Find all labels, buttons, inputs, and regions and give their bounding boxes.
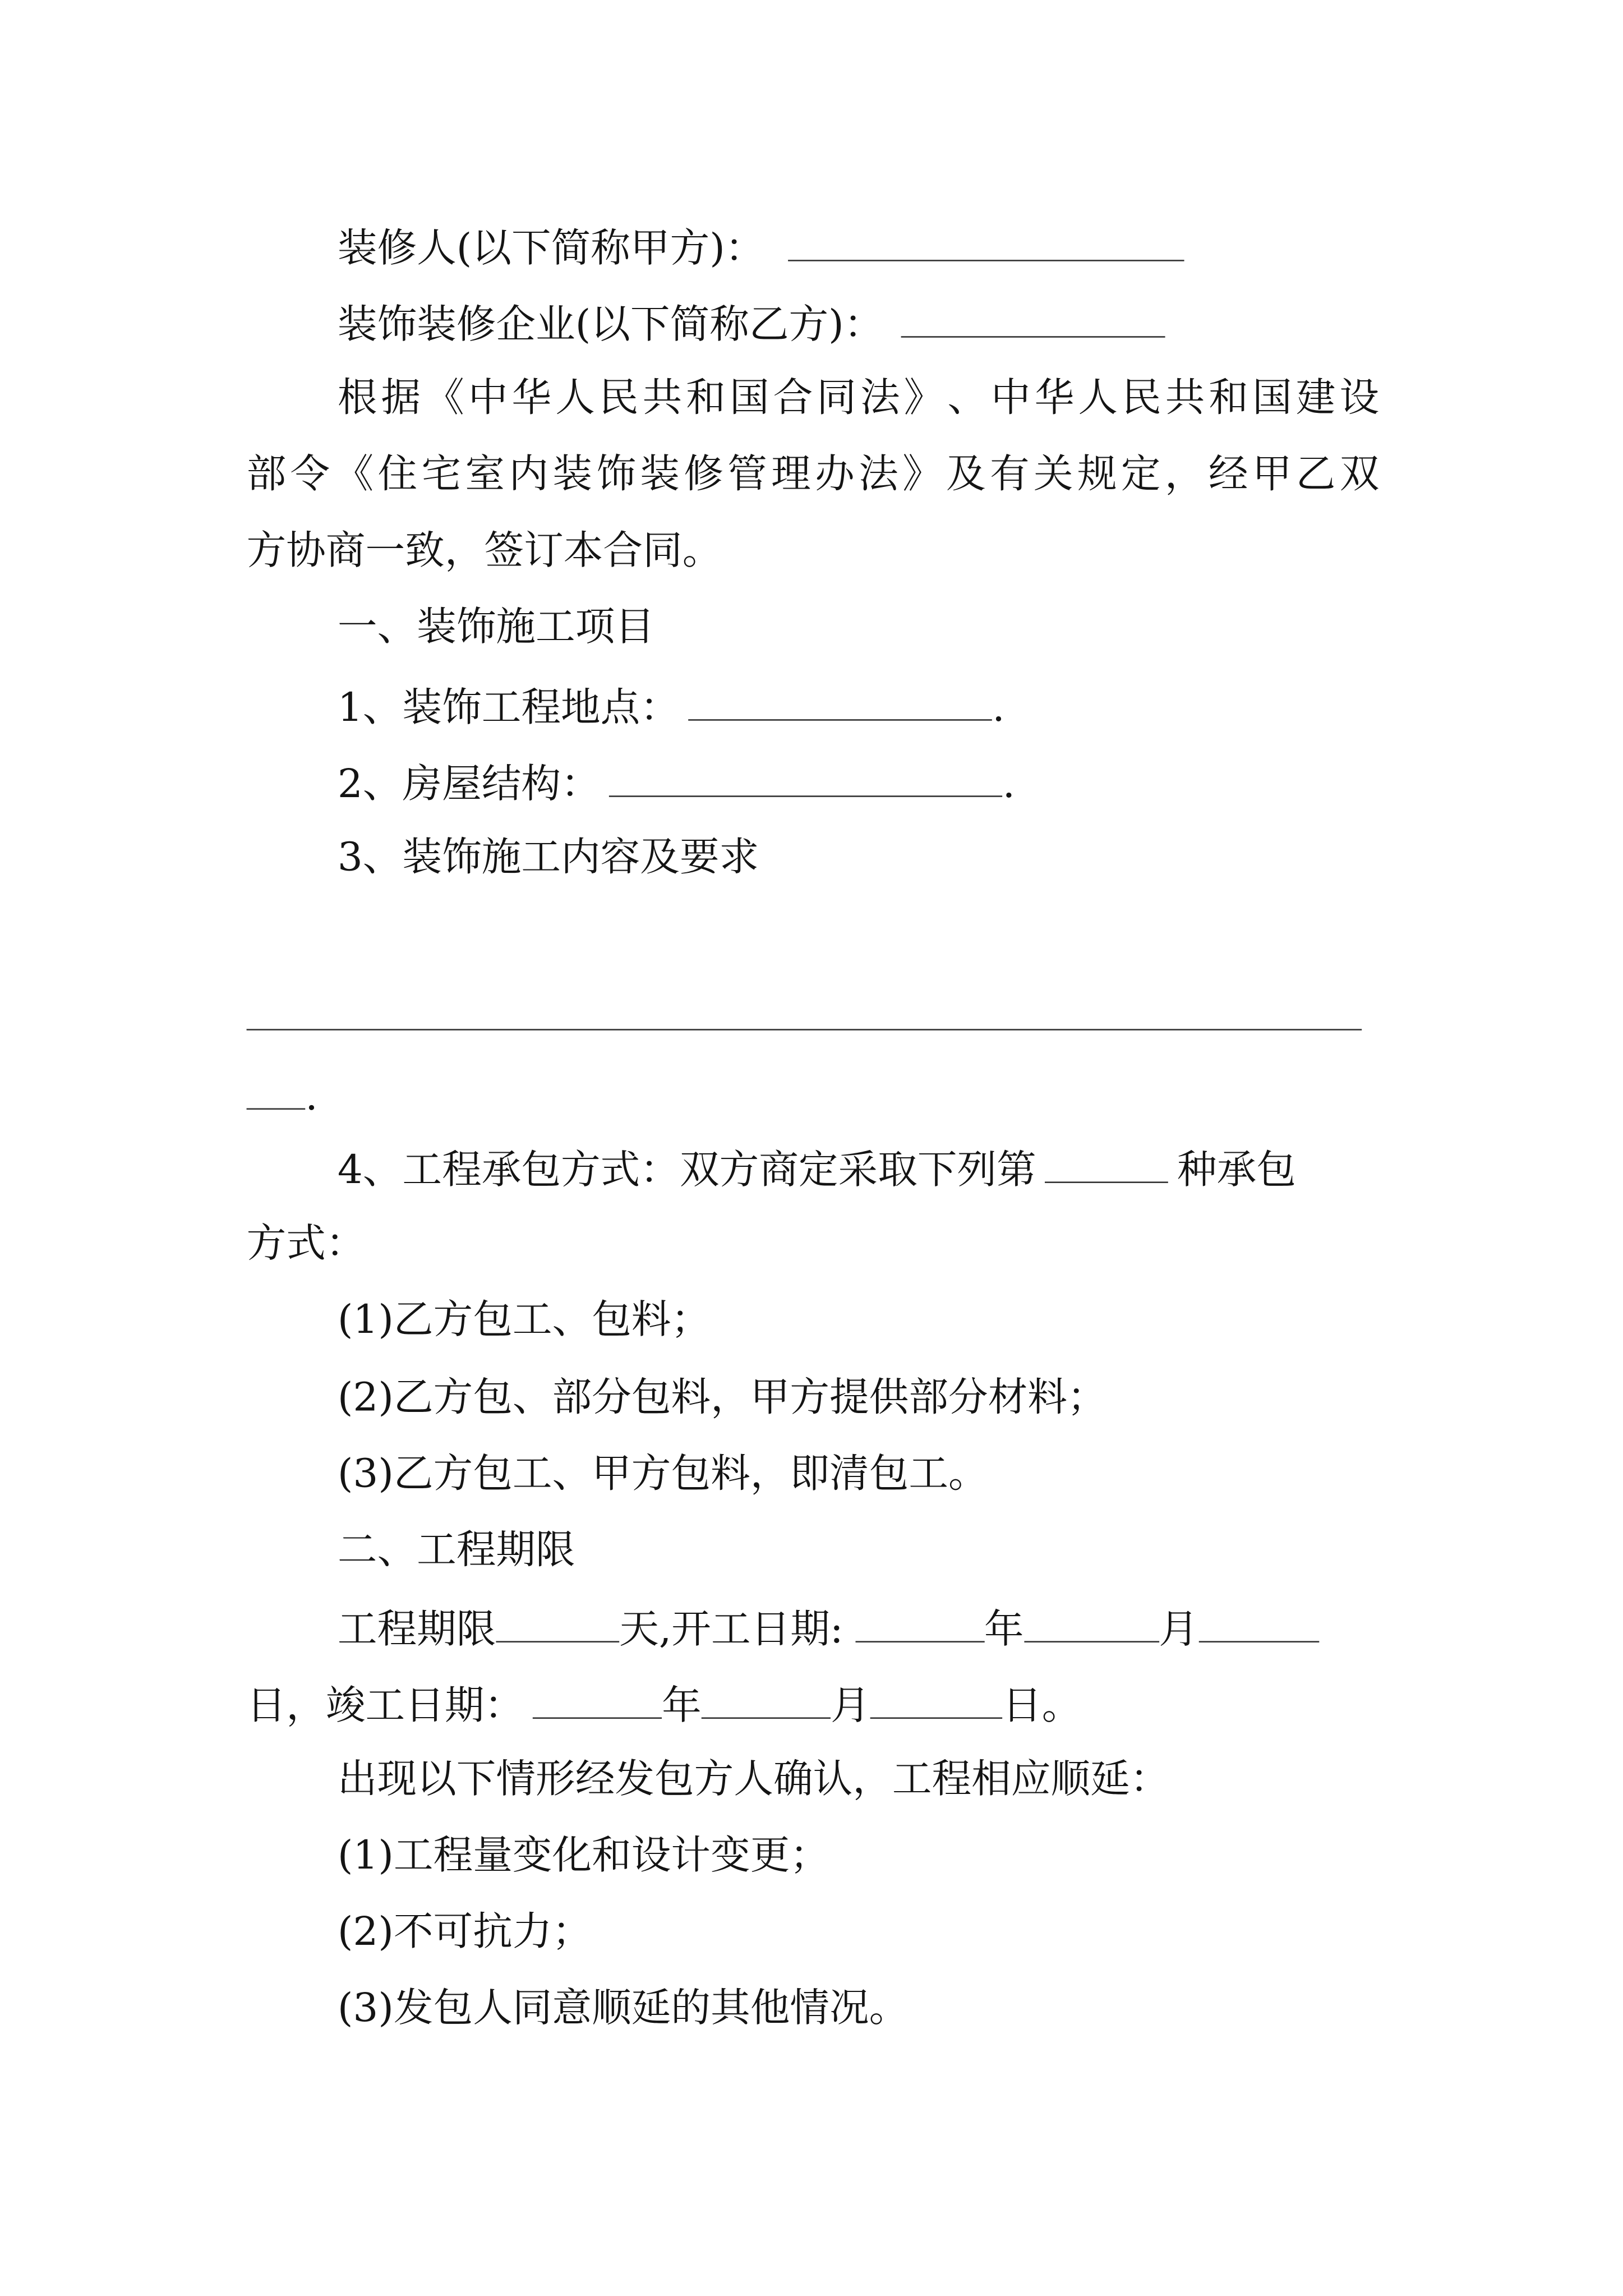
preamble-char: 乙 <box>1295 452 1336 498</box>
preamble-char: 人 <box>1078 375 1118 421</box>
owner-line <box>338 223 1184 273</box>
preamble-char: 和 <box>686 375 726 421</box>
preamble-char: 合 <box>773 375 813 421</box>
preamble-char: 据 <box>381 375 421 421</box>
end-day-blank[interactable] <box>870 1681 1002 1719</box>
preamble-char: 华 <box>511 375 552 421</box>
preamble-char: 》 <box>903 375 944 421</box>
end-day-label: 日。 <box>1002 1683 1082 1729</box>
item-3-label: 3、装饰施工内容及要求 <box>337 835 759 881</box>
preamble-char: 有 <box>990 452 1030 498</box>
preamble-char: 建 <box>1295 375 1336 421</box>
extension-condition-3: (3)发包人同意顺延的其他情况。 <box>337 1986 909 2032</box>
preamble-char: 办 <box>815 452 855 498</box>
preamble-char: 中 <box>991 375 1031 421</box>
start-day-completion-label: 日，竣工日期： <box>246 1683 524 1729</box>
period-prefix: 工程期限 <box>337 1607 496 1653</box>
preamble-char: 定 <box>1121 452 1161 498</box>
preamble-char: 内 <box>509 452 549 498</box>
company-blank[interactable] <box>901 300 1165 338</box>
preamble-char: 及 <box>946 452 986 498</box>
preamble-char: 》 <box>902 452 942 498</box>
preamble-char: 装 <box>552 452 593 498</box>
preamble-char: 规 <box>1077 452 1117 498</box>
company-label: 装饰装修企业(以下简称乙方)： <box>337 302 884 348</box>
work-content-tail <box>247 1071 318 1121</box>
preamble-char: 中 <box>468 375 508 421</box>
item-4-line <box>338 1145 1296 1195</box>
item-4-suffix: 种承包 <box>1177 1148 1296 1194</box>
preamble-char: 《 <box>425 375 464 421</box>
preamble-char: 双 <box>1339 452 1380 498</box>
end-year-label: 年 <box>662 1683 702 1729</box>
item-2-label: 2、房屋结构： <box>337 762 601 808</box>
period-line-2 <box>247 1681 1082 1731</box>
preamble-char: 甲 <box>1252 452 1292 498</box>
extension-intro: 出现以下情形经发包方人确认，工程相应顺延： <box>337 1757 1170 1803</box>
method-option-3: (3)乙方包工、甲方包料，即清包工。 <box>337 1451 988 1497</box>
preamble-char: 理 <box>771 452 811 498</box>
owner-label: 装修人(以下简称甲方)： <box>337 226 765 272</box>
preamble-char: 华 <box>1034 375 1075 421</box>
method-option-1: (1)乙方包工、包料； <box>337 1297 711 1343</box>
item-4-line-2: 方式： <box>246 1221 366 1267</box>
preamble-char: 人 <box>555 375 595 421</box>
preamble-line-2 <box>247 452 1380 499</box>
preamble-char: 饰 <box>596 452 636 498</box>
start-year-blank[interactable] <box>855 1604 984 1642</box>
project-location-blank[interactable] <box>689 683 993 721</box>
period-line-1 <box>338 1604 1319 1654</box>
preamble-char: 关 <box>1033 452 1073 498</box>
item-2-period: . <box>1002 762 1016 808</box>
preamble-char: 住 <box>377 452 418 498</box>
item-1-line <box>338 683 1005 733</box>
preamble-char: 同 <box>817 375 856 421</box>
contract-method-blank[interactable] <box>1045 1145 1169 1183</box>
preamble-line-1 <box>338 376 1380 423</box>
preamble-char: 国 <box>729 375 769 421</box>
preamble-char: 令 <box>290 452 330 498</box>
preamble-char: 共 <box>1165 375 1205 421</box>
preamble-char: 根 <box>337 375 377 421</box>
preamble-char: 民 <box>598 375 639 421</box>
item-1-period: . <box>992 685 1005 731</box>
section-1-heading: 一、装饰施工项目 <box>337 605 655 651</box>
item-2-line <box>338 759 1015 809</box>
start-month-label: 月 <box>1159 1607 1198 1653</box>
end-month-label: 月 <box>830 1683 870 1729</box>
preamble-char: 宅 <box>421 452 462 498</box>
start-year-label: 年 <box>984 1607 1024 1653</box>
preamble-char: 室 <box>465 452 505 498</box>
preamble-char: 法 <box>859 452 898 498</box>
preamble-char: 经 <box>1208 452 1248 498</box>
preamble-char: 和 <box>1209 375 1249 421</box>
method-option-2: (2)乙方包、部分包料，甲方提供部分材料； <box>337 1375 1107 1421</box>
preamble-char: 管 <box>727 452 767 498</box>
item-4-prefix: 4、工程承包方式：双方商定采取下列第 <box>337 1148 1036 1194</box>
extension-condition-1: (1)工程量变化和设计变更； <box>337 1833 830 1879</box>
preamble-char: ， <box>1164 452 1205 498</box>
preamble-char: 部 <box>246 452 287 498</box>
preamble-line-3: 方协商一致，签订本合同。 <box>246 528 722 574</box>
preamble-char: 修 <box>684 452 723 498</box>
preamble-char: 《 <box>334 452 374 498</box>
section-2-heading: 二、工程期限 <box>337 1527 575 1573</box>
preamble-char: 装 <box>640 452 680 498</box>
duration-days-blank[interactable] <box>496 1604 619 1642</box>
start-day-blank[interactable] <box>1198 1604 1319 1642</box>
preamble-char: 、 <box>947 375 987 421</box>
work-content-period: . <box>305 1074 318 1120</box>
company-line <box>338 300 1165 349</box>
days-start-label: 天,开工日期: <box>619 1607 843 1653</box>
start-month-blank[interactable] <box>1024 1604 1159 1642</box>
owner-blank[interactable] <box>788 223 1184 261</box>
work-content-blank[interactable] <box>247 1029 1362 1030</box>
end-year-blank[interactable] <box>533 1681 662 1719</box>
house-structure-blank[interactable] <box>609 759 1002 797</box>
preamble-char: 国 <box>1252 375 1292 421</box>
preamble-char: 民 <box>1122 375 1161 421</box>
item-1-label: 1、装饰工程地点： <box>337 685 680 731</box>
preamble-char: 共 <box>642 375 683 421</box>
end-month-blank[interactable] <box>702 1681 831 1719</box>
preamble-char: 设 <box>1339 375 1380 421</box>
work-content-blank-tail[interactable] <box>247 1071 306 1110</box>
preamble-char: 法 <box>860 375 900 421</box>
extension-condition-2: (2)不可抗力； <box>337 1910 592 1955</box>
